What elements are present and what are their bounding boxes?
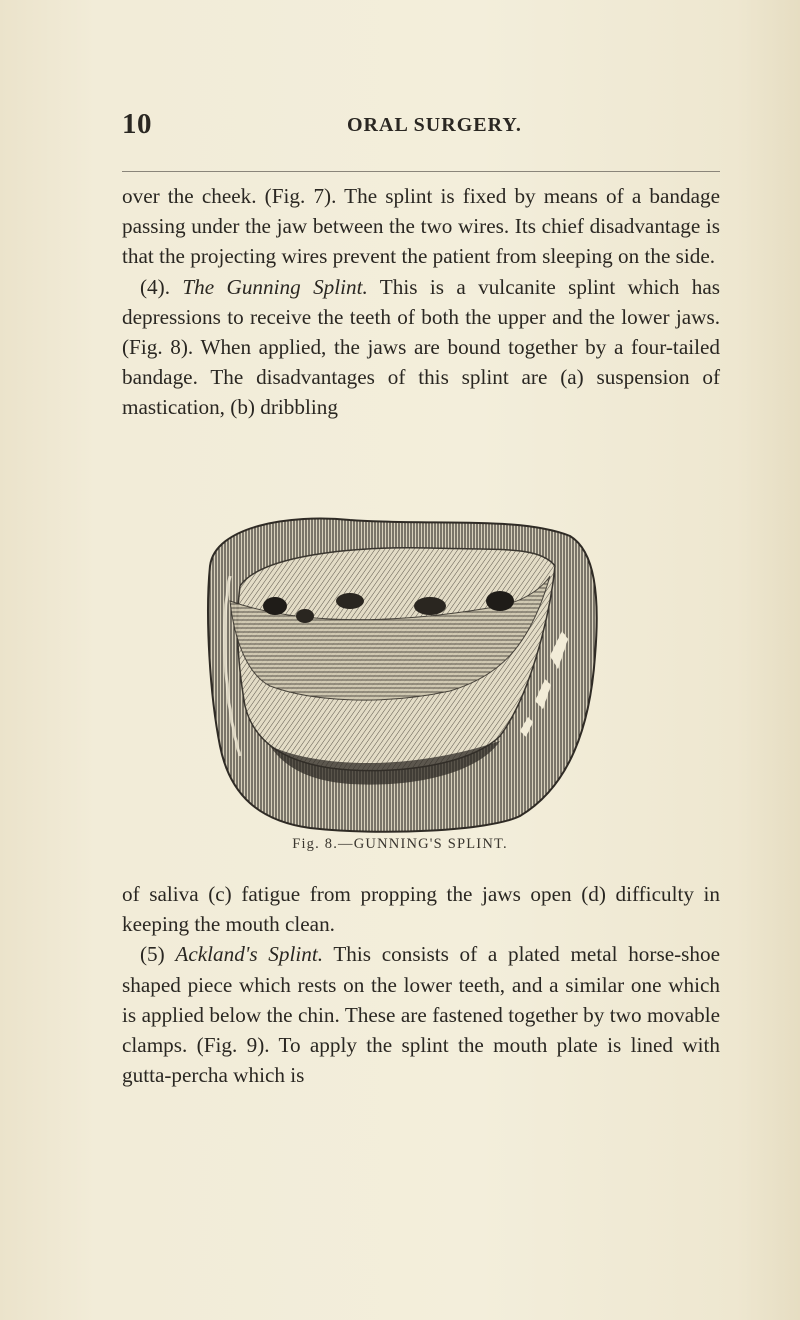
item-number: (5)	[140, 942, 176, 967]
figure-gunning-splint	[200, 506, 600, 866]
paragraph-ackland-splint	[122, 939, 720, 1090]
item-text: This consists of a plated metal horse-shoe shaped piece which rests on the lower teeth, and a similar one which is applied below the chin. These are fastened together by two movable clamps. (Fig. 9). To apply the splint the mouth plate is lined with gutta-percha which is	[122, 942, 720, 1088]
tooth-depression	[263, 597, 287, 615]
body-text-bottom	[122, 879, 720, 1090]
page-header	[122, 108, 720, 148]
tooth-depression	[486, 591, 514, 611]
paragraph-continuation: over the cheek. (Fig. 7). The splint is fixed by means of a bandage passing under the jaw between the two wires. Its chief disadvantage is that the projecting wires prevent the patient from sleeping on the side.	[122, 184, 720, 269]
item-text: This is a vulcanite splint which has depressions to receive the teeth of both the upper and the lower jaws. (Fig. 8). When applied, the jaws are bound together by a four-tailed bandage. The disadvantages of this splint are (a) suspension of mastication, (b) dribbling	[122, 274, 720, 420]
item-title: The Gunning Splint.	[182, 274, 368, 299]
body-text-top	[122, 181, 720, 423]
paragraph-continuation-saliva: of saliva (c) fatigue from propping the jaws open (d) difficulty in keeping the mouth clean.	[122, 882, 720, 937]
figure-caption: Fig. 8.—GUNNING'S SPLINT.	[292, 836, 508, 852]
paragraph-gunning-splint	[122, 272, 720, 423]
running-head: ORAL SURGERY.	[347, 114, 522, 136]
tooth-depression	[414, 597, 446, 615]
tooth-depression	[296, 609, 314, 623]
splint-engraving	[200, 506, 600, 836]
tooth-depression	[336, 593, 364, 609]
item-title: Ackland's Splint.	[175, 942, 324, 967]
page-number: 10	[122, 108, 152, 140]
item-number: (4).	[140, 274, 171, 299]
header-rule	[122, 171, 720, 172]
